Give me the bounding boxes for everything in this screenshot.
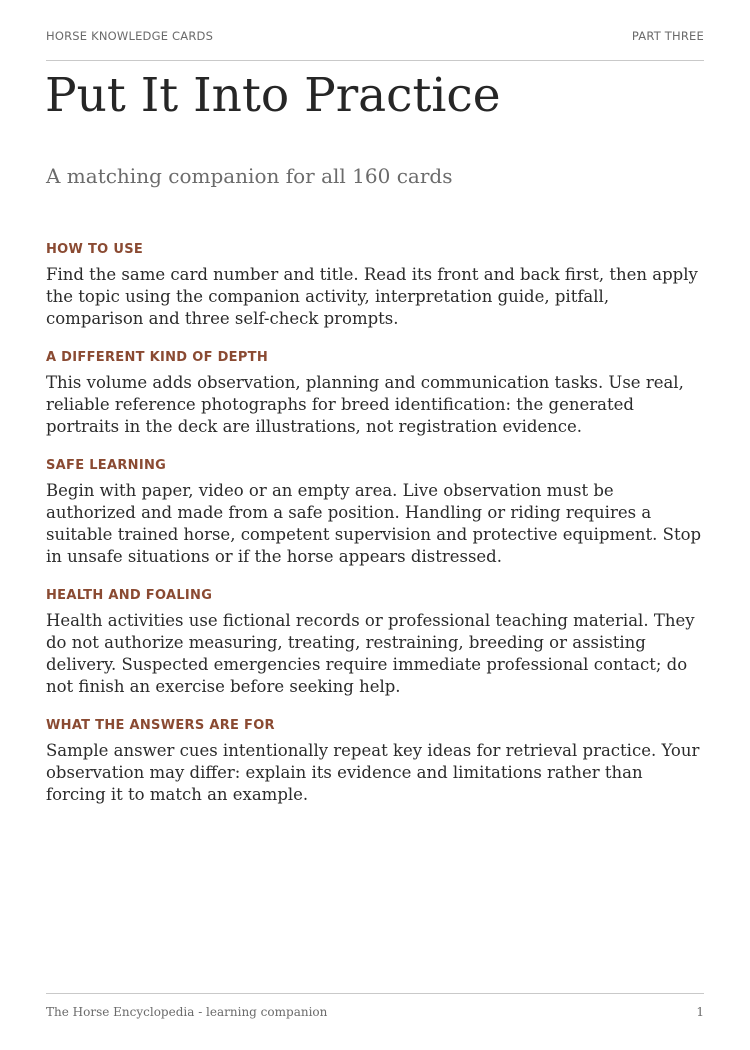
footer-title: The Horse Encyclopedia - learning companion [46,1005,328,1019]
section-body: Find the same card number and title. Read its front and back first, then apply the topic using the companion activity, interpretation guide, pitfall, comparison and three self-check prompts. [46,265,698,328]
page-title: Put It Into Practice [45,68,501,123]
section-safe-learning [46,458,704,568]
series-label: HORSE KNOWLEDGE CARDS [46,29,214,43]
section-heading: WHAT THE ANSWERS ARE FOR [46,718,275,733]
page-number: 1 [696,1005,704,1019]
page-footer [46,993,704,1026]
section-health-foaling [46,588,704,698]
part-label: PART THREE [631,29,704,43]
section-heading: A DIFFERENT KIND OF DEPTH [46,350,269,365]
section-body: Sample answer cues intentionally repeat key ideas for retrieval practice. Your observation may differ: explain its evidence and limitations rather than forcing it to match an example. [46,741,700,804]
section-heading: SAFE LEARNING [46,458,167,473]
running-header [46,29,704,61]
section-answers [46,718,704,806]
section-different-depth [46,350,704,438]
page-subtitle: A matching companion for all 160 cards [46,164,453,188]
section-heading: HEALTH AND FOALING [46,588,213,603]
section-heading: HOW TO USE [46,242,144,257]
section-body: Health activities use fictional records or professional teaching material. They do not authorize measuring, treating, restraining, breeding or assisting delivery. Suspected emergencies require immediate professional contact; do not finish an exercise before seeking help. [46,611,695,696]
section-body: Begin with paper, video or an empty area. Live observation must be authorized and made from a safe position. Handling or riding requires a suitable trained horse, competent supervision and protective equipment. Stop in unsafe situations or if the horse appears distressed. [46,481,702,566]
section-body: This volume adds observation, planning and communication tasks. Use real, reliable reference photographs for breed identification: the generated portraits in the deck are illustrations, not registration evidence. [46,373,684,436]
section-how-to-use [46,242,704,330]
content-sections [46,242,704,826]
